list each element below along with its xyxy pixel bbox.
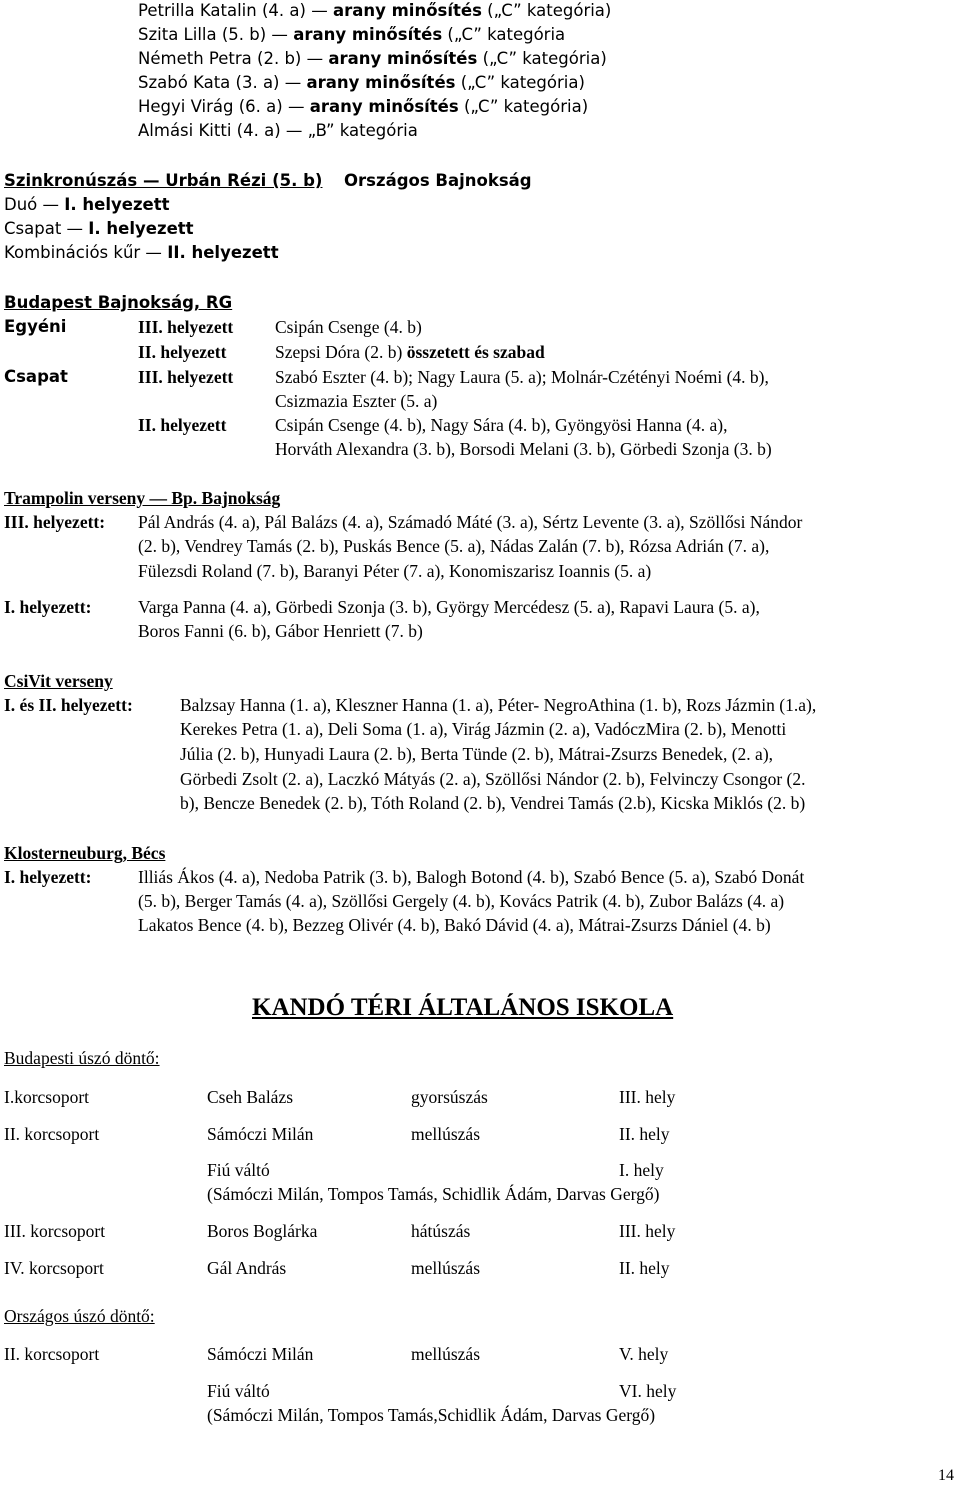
csivit-line2: Kerekes Petra (1. a), Deli Soma (1. a), Virág Jázmin (2. a), VadóczMira (2. b), Menotti (180, 719, 787, 739)
bp-row-3-event: hátúszás (411, 1221, 471, 1241)
page-number: 14 (938, 1467, 954, 1484)
gold-name: Petrilla Katalin (4. a) (138, 1, 306, 20)
rg-ind2-note: összetett és szabad (406, 342, 545, 362)
bp-relay-members: (Sámóczi Milán, Tompos Tamás, Schidlik Ádám, Darvas Gergő) (207, 1184, 660, 1204)
trampolin-p3-line1: Pál András (4. a), Pál Balázs (4. a), Számadó Máté (3. a), Sértz Levente (3. a), Szöllősi Nándor (138, 512, 803, 532)
school-title: KANDÓ TÉRI ÁLTALÁNOS ISKOLA (252, 994, 674, 1021)
bp-row-4-event: mellúszás (411, 1258, 481, 1278)
trampolin-heading: Trampolin verseny — Bp. Bajnokság (4, 488, 281, 508)
team-place: I. helyezett (88, 219, 194, 238)
trampolin-p1-label: I. helyezett: (4, 597, 92, 617)
csivit-line1: Balzsay Hanna (1. a), Kleszner Hanna (1. a), Péter- NegroAthina (1. b), Rozs Jázmin (1.a), (180, 695, 817, 715)
rg-team-label: Csapat (4, 367, 68, 386)
rg-team1-place: III. helyezett (138, 367, 234, 387)
gold-item-2: Szita Lilla (5. b) — arany minősítés („C” kategória (138, 25, 566, 44)
duo-label: Duó — (4, 195, 60, 214)
sync-combo (4, 242, 279, 264)
gold-item-1: Petrilla Katalin (4. a) — arany minősítés („C” kategória) (138, 1, 612, 20)
bp-row-2-group: II. korcsoport (4, 1124, 100, 1144)
gold-name: Szita Lilla (5. b) (138, 25, 267, 44)
gold-item-5: Hegyi Virág (6. a) — arany minősítés („C” kategória) (138, 97, 589, 116)
kloster-line1: Illiás Ákos (4. a), Nedoba Patrik (3. b), Balogh Botond (4. b), Szabó Bence (5. a), Szabó Donát (138, 867, 805, 887)
csivit-heading: CsiVit verseny (4, 671, 113, 691)
gold-rating: arany minősítés (309, 97, 459, 116)
bp-final-heading: Budapesti úszó döntő: (4, 1048, 160, 1068)
bp-row-3-name: Boros Boglárka (207, 1221, 318, 1241)
bp-relay-label: Fiú váltó (207, 1160, 270, 1180)
nat-relay-place: VI. hely (619, 1381, 677, 1401)
trampolin-p1-line2: Boros Fanni (6. b), Gábor Henriett (7. b) (138, 621, 423, 641)
gold-category: („C” kategória (447, 25, 566, 44)
rg-ind2-name: Szepsi Dóra (2. b) (275, 342, 403, 362)
bp-row-2-name: Sámóczi Milán (207, 1124, 314, 1144)
kloster-line3: Lakatos Bence (4. b), Bezzeg Olivér (4. b), Bakó Dávid (4. a), Mátrai-Zsurzs Dániel (4. b) (138, 915, 771, 935)
kloster-heading: Klosterneuburg, Bécs (4, 843, 166, 863)
rg-team2-line2: Horváth Alexandra (3. b), Borsodi Melani (3. b), Görbedi Szonja (3. b) (275, 439, 772, 459)
sync-championship: Országos Bajnokság (344, 171, 532, 190)
bp-row-4-name: Gál András (207, 1258, 287, 1278)
nat-relay-members: (Sámóczi Milán, Tompos Tamás,Schidlik Ádám, Darvas Gergő) (207, 1405, 656, 1425)
trampolin-p3-label: III. helyezett: (4, 512, 106, 532)
team-label: Csapat — (4, 219, 84, 238)
bp-row-4-place: II. hely (619, 1258, 670, 1278)
duo-place: I. helyezett (64, 195, 170, 214)
bp-row-2-place: II. hely (619, 1124, 670, 1144)
kloster-line2: (5. b), Berger Tamás (4. a), Szöllősi Gergely (4. b), Kovács Patrik (4. b), Zubor Balázs (4. a) (138, 891, 785, 911)
rg-ind2 (275, 341, 545, 363)
csivit-line5: b), Bencze Benedek (2. b), Tóth Roland (2. b), Vendrei Tamás (2.b), Kicska Miklós (2. b) (180, 793, 806, 813)
bp-row-1-name: Cseh Balázs (207, 1087, 294, 1107)
gold-rating: arany minősítés (293, 25, 443, 44)
nat-row-event: mellúszás (411, 1344, 481, 1364)
b-category-item: Almási Kitti (4. a) — „B” kategória (138, 121, 418, 140)
rg-ind1-name: Csipán Csenge (4. b) (275, 317, 422, 337)
bp-row-3-place: III. hely (619, 1221, 676, 1241)
bp-row-1-event: gyorsúszás (411, 1087, 488, 1107)
gold-category: („C” kategória) (463, 97, 589, 116)
gold-rating: arany minősítés (332, 1, 482, 20)
gold-category: („C” kategória) (460, 73, 585, 92)
gold-category: („C” kategória) (482, 49, 607, 68)
bp-row-1-place: III. hely (619, 1087, 676, 1107)
rg-ind1-place: III. helyezett (138, 317, 234, 337)
rg-heading: Budapest Bajnokság, RG (4, 293, 233, 312)
sync-heading: Szinkronúszás — Urbán Rézi (5. b) (4, 171, 323, 190)
gold-name: Németh Petra (2. b) (138, 49, 302, 68)
rg-ind2-place: II. helyezett (138, 342, 227, 362)
csivit-line3: Júlia (2. b), Hunyadi Laura (2. b), Berta Tünde (2. b), Mátrai-Zsurzs Benedek, (2. a), (180, 744, 774, 764)
gold-item-3: Németh Petra (2. b) — arany minősítés („C” kategória) (138, 49, 607, 68)
nat-relay-label: Fiú váltó (207, 1381, 270, 1401)
bp-row-2-event: mellúszás (411, 1124, 481, 1144)
rg-team1-line1: Szabó Eszter (4. b); Nagy Laura (5. a); Molnár-Czétényi Noémi (4. b), (275, 367, 769, 387)
trampolin-p1-line1: Varga Panna (4. a), Görbedi Szonja (3. b), György Mercédesz (5. a), Rapavi Laura (5. a), (138, 597, 760, 617)
rg-team2-line1: Csipán Csenge (4. b), Nagy Sára (4. b), Gyöngyösi Hanna (4. a), (275, 415, 728, 435)
nat-row-group: II. korcsoport (4, 1344, 100, 1364)
combo-place: II. helyezett (167, 243, 279, 262)
csivit-label: I. és II. helyezett: (4, 695, 133, 715)
rg-individual-label: Egyéni (4, 317, 67, 336)
bp-row-4-group: IV. korcsoport (4, 1258, 104, 1278)
nat-final-heading: Országos úszó döntő: (4, 1306, 155, 1326)
nat-row-name: Sámóczi Milán (207, 1344, 314, 1364)
rg-team2-place: II. helyezett (138, 415, 227, 435)
csivit-line4: Görbedi Zsolt (2. a), Laczkó Mátyás (2. a), Szöllősi Nándor (2. b), Felvinczy Csongor (2. (180, 769, 806, 789)
gold-category: („C” kategória) (487, 1, 612, 20)
nat-row-place: V. hely (619, 1344, 669, 1364)
gold-rating: arany minősítés (306, 73, 456, 92)
combo-label: Kombinációs kűr — (4, 243, 162, 262)
sync-team (4, 218, 194, 240)
bp-row-1-group: I.korcsoport (4, 1087, 90, 1107)
bp-relay-place: I. hely (619, 1160, 664, 1180)
gold-name: Szabó Kata (3. a) (138, 73, 280, 92)
bp-row-3-group: III. korcsoport (4, 1221, 106, 1241)
sync-duo (4, 194, 170, 216)
kloster-label: I. helyezett: (4, 867, 92, 887)
trampolin-p3-line3: Fülezsdi Roland (7. b), Baranyi Péter (7. a), Konomiszarisz Ioannis (5. a) (138, 561, 652, 581)
rg-team1-line2: Csizmazia Eszter (5. a) (275, 391, 438, 411)
gold-name: Hegyi Virág (6. a) (138, 97, 283, 116)
trampolin-p3-line2: (2. b), Vendrey Tamás (2. b), Puskás Bence (5. a), Nádas Zalán (7. b), Rózsa Adrián (7. a), (138, 536, 770, 556)
gold-rating: arany minősítés (328, 49, 478, 68)
gold-item-4: Szabó Kata (3. a) — arany minősítés („C” kategória) (138, 73, 585, 92)
